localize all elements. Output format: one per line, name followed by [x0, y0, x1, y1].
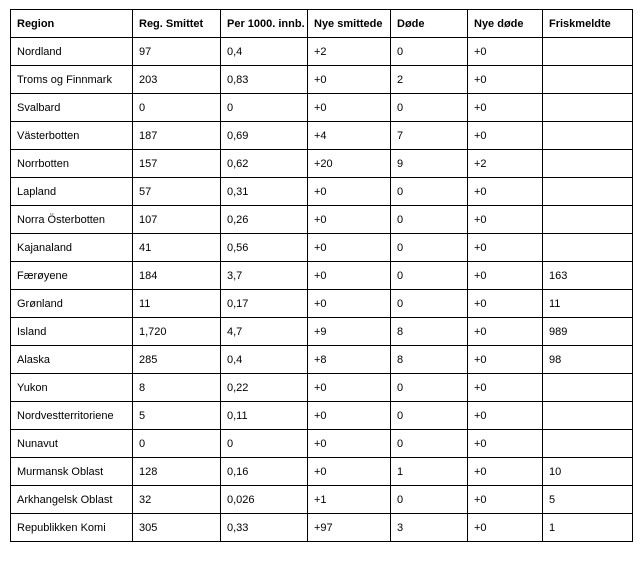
new-deaths-cell: +0	[468, 94, 543, 122]
new-infected-cell: +0	[308, 206, 391, 234]
new-infected-cell: +0	[308, 66, 391, 94]
recovered-header: Friskmeldte	[543, 10, 633, 38]
new-deaths-cell: +0	[468, 178, 543, 206]
per-1000-cell: 0,4	[221, 38, 308, 66]
deaths-cell: 7	[391, 122, 468, 150]
new-deaths-cell: +0	[468, 234, 543, 262]
new-deaths-cell: +0	[468, 346, 543, 374]
table-row	[11, 38, 633, 66]
new-infected-cell: +20	[308, 150, 391, 178]
new-infected-cell: +1	[308, 486, 391, 514]
region-cell: Republikken Komi	[11, 514, 133, 542]
new-deaths-cell: +0	[468, 318, 543, 346]
deaths-cell: 0	[391, 402, 468, 430]
recovered-cell	[543, 234, 633, 262]
new-infected-cell: +0	[308, 402, 391, 430]
new-deaths-cell: +0	[468, 122, 543, 150]
new-deaths-cell: +0	[468, 66, 543, 94]
registered-infected-cell: 187	[133, 122, 221, 150]
table-row	[11, 402, 633, 430]
new-deaths-cell: +0	[468, 514, 543, 542]
region-cell: Alaska	[11, 346, 133, 374]
region-cell: Norrbotten	[11, 150, 133, 178]
registered-infected-header: Reg. Smittet	[133, 10, 221, 38]
registered-infected-cell: 5	[133, 402, 221, 430]
table-row	[11, 486, 633, 514]
new-deaths-cell: +0	[468, 430, 543, 458]
recovered-cell: 5	[543, 486, 633, 514]
registered-infected-cell: 305	[133, 514, 221, 542]
new-infected-cell: +9	[308, 318, 391, 346]
region-cell: Norra Österbotten	[11, 206, 133, 234]
recovered-cell: 11	[543, 290, 633, 318]
deaths-header: Døde	[391, 10, 468, 38]
per-1000-cell: 0,16	[221, 458, 308, 486]
registered-infected-cell: 128	[133, 458, 221, 486]
new-deaths-cell: +0	[468, 262, 543, 290]
table-row	[11, 262, 633, 290]
per-1000-cell: 3,7	[221, 262, 308, 290]
deaths-cell: 1	[391, 458, 468, 486]
new-infected-cell: +0	[308, 178, 391, 206]
recovered-cell	[543, 122, 633, 150]
new-deaths-cell: +0	[468, 458, 543, 486]
per-1000-cell: 0,33	[221, 514, 308, 542]
table-body	[11, 38, 633, 542]
deaths-cell: 0	[391, 38, 468, 66]
region-cell: Island	[11, 318, 133, 346]
per-1000-cell: 0,22	[221, 374, 308, 402]
new-infected-cell: +0	[308, 290, 391, 318]
table-row	[11, 430, 633, 458]
table-row	[11, 290, 633, 318]
registered-infected-cell: 0	[133, 94, 221, 122]
registered-infected-cell: 0	[133, 430, 221, 458]
table-row	[11, 206, 633, 234]
new-deaths-header: Nye døde	[468, 10, 543, 38]
registered-infected-cell: 32	[133, 486, 221, 514]
deaths-cell: 0	[391, 290, 468, 318]
recovered-cell: 98	[543, 346, 633, 374]
registered-infected-cell: 157	[133, 150, 221, 178]
new-deaths-cell: +0	[468, 290, 543, 318]
region-cell: Lapland	[11, 178, 133, 206]
deaths-cell: 9	[391, 150, 468, 178]
table-row	[11, 122, 633, 150]
recovered-cell: 163	[543, 262, 633, 290]
new-deaths-cell: +0	[468, 486, 543, 514]
deaths-cell: 0	[391, 262, 468, 290]
new-infected-cell: +0	[308, 374, 391, 402]
new-deaths-cell: +0	[468, 38, 543, 66]
per-1000-cell: 0	[221, 430, 308, 458]
table-row	[11, 346, 633, 374]
region-cell: Murmansk Oblast	[11, 458, 133, 486]
per-1000-cell: 0,17	[221, 290, 308, 318]
table-row	[11, 150, 633, 178]
table-row	[11, 318, 633, 346]
new-deaths-cell: +0	[468, 402, 543, 430]
registered-infected-cell: 41	[133, 234, 221, 262]
per-1000-cell: 0	[221, 94, 308, 122]
registered-infected-cell: 97	[133, 38, 221, 66]
per-1000-header: Per 1000. innb.	[221, 10, 308, 38]
deaths-cell: 0	[391, 486, 468, 514]
table-row	[11, 94, 633, 122]
recovered-cell: 989	[543, 318, 633, 346]
per-1000-cell: 0,26	[221, 206, 308, 234]
deaths-cell: 0	[391, 374, 468, 402]
region-cell: Arkhangelsk Oblast	[11, 486, 133, 514]
registered-infected-cell: 285	[133, 346, 221, 374]
deaths-cell: 3	[391, 514, 468, 542]
new-infected-cell: +97	[308, 514, 391, 542]
deaths-cell: 0	[391, 206, 468, 234]
recovered-cell	[543, 38, 633, 66]
per-1000-cell: 0,56	[221, 234, 308, 262]
table-row	[11, 374, 633, 402]
new-infected-cell: +4	[308, 122, 391, 150]
deaths-cell: 0	[391, 430, 468, 458]
recovered-cell	[543, 150, 633, 178]
region-cell: Grønland	[11, 290, 133, 318]
registered-infected-cell: 203	[133, 66, 221, 94]
registered-infected-cell: 1,720	[133, 318, 221, 346]
new-deaths-cell: +0	[468, 206, 543, 234]
registered-infected-cell: 107	[133, 206, 221, 234]
recovered-cell: 10	[543, 458, 633, 486]
registered-infected-cell: 8	[133, 374, 221, 402]
per-1000-cell: 0,83	[221, 66, 308, 94]
new-deaths-cell: +2	[468, 150, 543, 178]
table-row	[11, 66, 633, 94]
new-infected-header: Nye smittede	[308, 10, 391, 38]
recovered-cell	[543, 374, 633, 402]
per-1000-cell: 0,69	[221, 122, 308, 150]
recovered-cell	[543, 94, 633, 122]
region-cell: Västerbotten	[11, 122, 133, 150]
per-1000-cell: 4,7	[221, 318, 308, 346]
new-deaths-cell: +0	[468, 374, 543, 402]
region-cell: Svalbard	[11, 94, 133, 122]
table-row	[11, 514, 633, 542]
new-infected-cell: +0	[308, 458, 391, 486]
deaths-cell: 8	[391, 346, 468, 374]
recovered-cell: 1	[543, 514, 633, 542]
new-infected-cell: +0	[308, 262, 391, 290]
covid-region-table	[10, 9, 633, 542]
header-row	[11, 10, 633, 38]
table-row	[11, 234, 633, 262]
per-1000-cell: 0,026	[221, 486, 308, 514]
registered-infected-cell: 57	[133, 178, 221, 206]
recovered-cell	[543, 402, 633, 430]
table-row	[11, 178, 633, 206]
deaths-cell: 8	[391, 318, 468, 346]
new-infected-cell: +0	[308, 234, 391, 262]
deaths-cell: 0	[391, 178, 468, 206]
deaths-cell: 2	[391, 66, 468, 94]
new-infected-cell: +2	[308, 38, 391, 66]
per-1000-cell: 0,4	[221, 346, 308, 374]
recovered-cell	[543, 430, 633, 458]
recovered-cell	[543, 178, 633, 206]
per-1000-cell: 0,62	[221, 150, 308, 178]
new-infected-cell: +0	[308, 430, 391, 458]
registered-infected-cell: 184	[133, 262, 221, 290]
deaths-cell: 0	[391, 94, 468, 122]
table-row	[11, 458, 633, 486]
region-header: Region	[11, 10, 133, 38]
new-infected-cell: +8	[308, 346, 391, 374]
region-cell: Nunavut	[11, 430, 133, 458]
region-cell: Yukon	[11, 374, 133, 402]
region-cell: Nordland	[11, 38, 133, 66]
new-infected-cell: +0	[308, 94, 391, 122]
per-1000-cell: 0,31	[221, 178, 308, 206]
deaths-cell: 0	[391, 234, 468, 262]
region-cell: Nordvestterritoriene	[11, 402, 133, 430]
recovered-cell	[543, 66, 633, 94]
region-cell: Kajanaland	[11, 234, 133, 262]
per-1000-cell: 0,11	[221, 402, 308, 430]
region-cell: Troms og Finnmark	[11, 66, 133, 94]
registered-infected-cell: 11	[133, 290, 221, 318]
recovered-cell	[543, 206, 633, 234]
region-cell: Færøyene	[11, 262, 133, 290]
